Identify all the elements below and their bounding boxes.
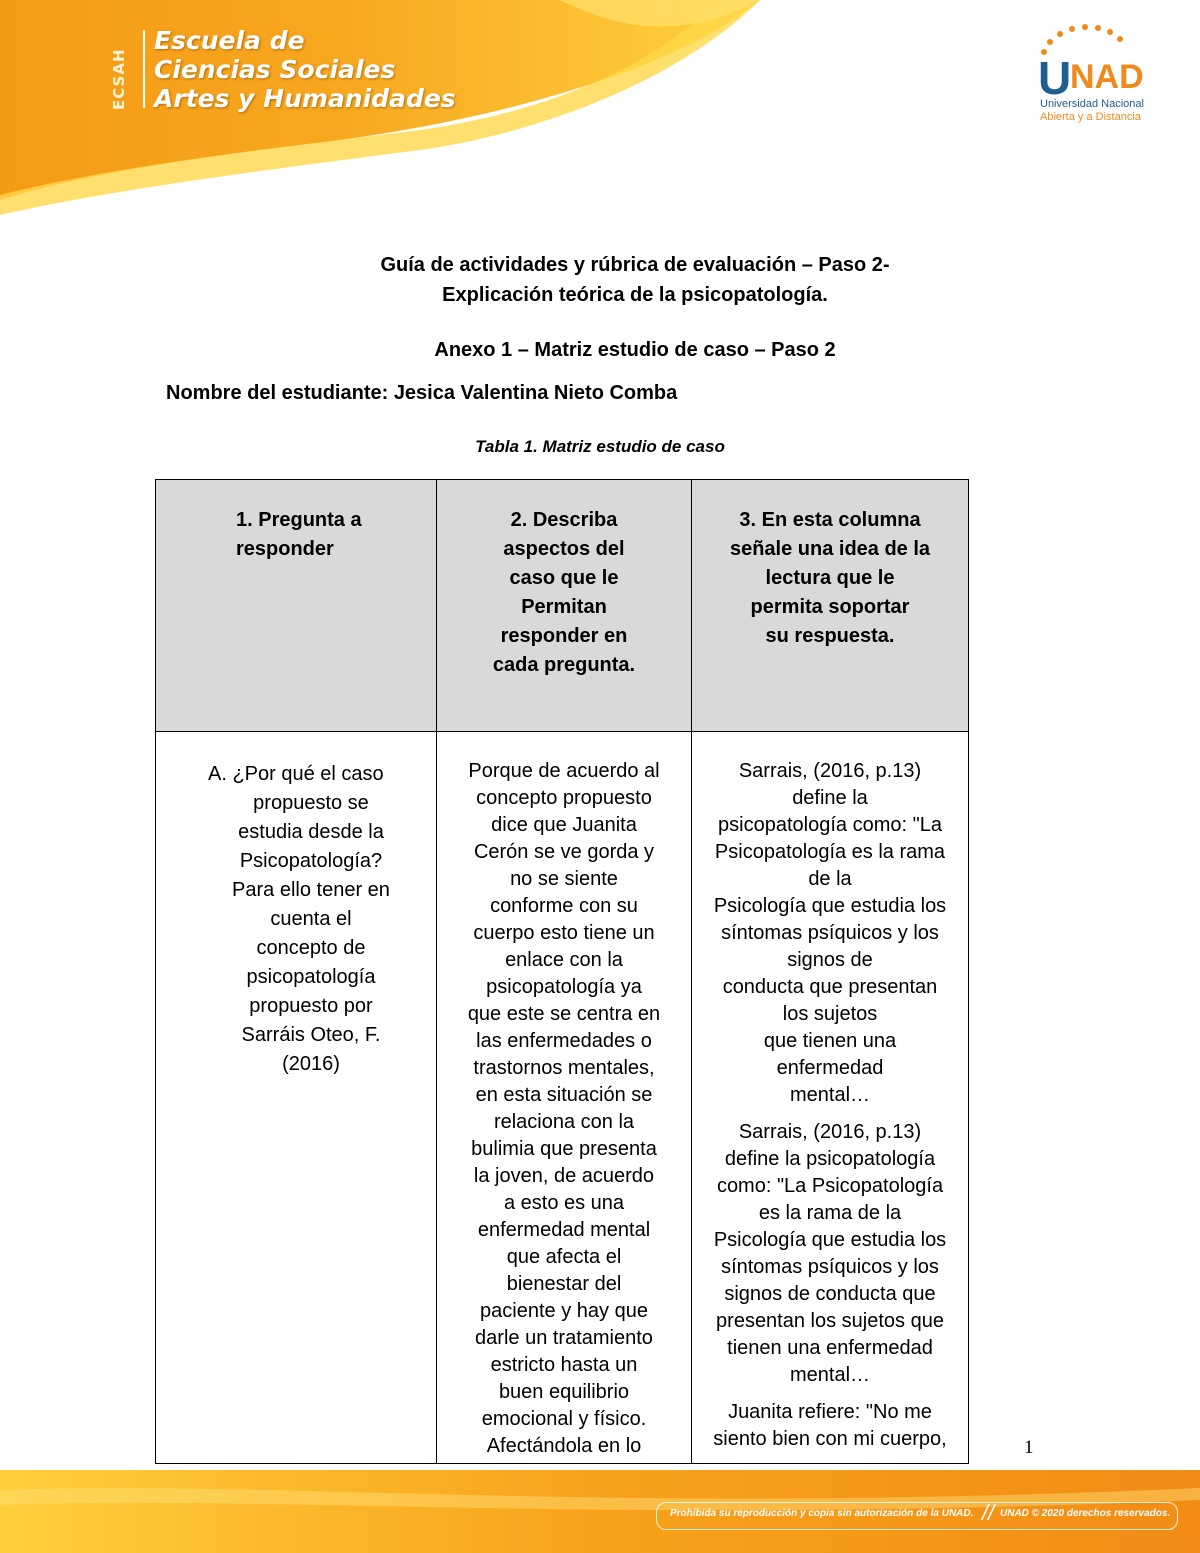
answer-line: conforme con su — [490, 895, 638, 917]
literature-line: tienen una enfermedad — [727, 1337, 933, 1359]
header-line: responder en — [500, 625, 628, 647]
school-name-line: Escuela de — [154, 26, 305, 55]
answer-line: bienestar del — [506, 1273, 622, 1295]
literature-line: psicopatología como: "La — [718, 814, 942, 836]
school-abbreviation: ECSAH — [110, 48, 128, 110]
answer-line: darle un tratamiento — [475, 1327, 653, 1349]
header-cell-question — [156, 480, 437, 732]
header-cell-case-aspects — [437, 480, 692, 732]
question-cell — [156, 732, 437, 1464]
literature-line: que tienen una — [763, 1030, 897, 1052]
footer-separator: // — [982, 1500, 995, 1525]
annex-title: Anexo 1 – Matriz estudio de caso – Paso 2 — [434, 339, 836, 361]
header-line: lectura que le — [765, 567, 895, 589]
svg-text:U: U — [1038, 52, 1072, 104]
header-line: su respuesta. — [765, 625, 895, 647]
question-line: psicopatología — [246, 966, 376, 988]
table-header-row — [156, 480, 969, 732]
answer-line: relaciona con la — [493, 1111, 635, 1133]
header-line: cada pregunta. — [492, 654, 636, 676]
header-line: 1. Pregunta a — [236, 509, 362, 531]
header-line: caso que le — [509, 567, 619, 589]
question-line: (2016) — [282, 1053, 340, 1075]
answer-line: concepto propuesto — [476, 787, 652, 809]
literature-quote — [694, 758, 966, 1109]
header-line: señale una idea de la — [729, 538, 931, 560]
literature-line: presentan los sujetos que — [716, 1310, 944, 1332]
literature-line: Sarrais, (2016, p.13) — [738, 1121, 922, 1143]
answer-line: buen equilibrio — [498, 1381, 630, 1403]
literature-quote — [694, 1399, 966, 1453]
answer-line: que este se centra en — [467, 1003, 661, 1025]
school-name — [112, 26, 456, 113]
literature-line: Juanita refiere: "No me — [728, 1401, 932, 1423]
question-line: Sarráis Oteo, F. — [241, 1024, 381, 1046]
literature-line: Psicología que estudia los — [713, 895, 947, 917]
answer-line: no se siente — [510, 868, 618, 890]
literature-line: de la — [808, 868, 852, 890]
answer-line: bulimia que presenta — [471, 1138, 657, 1160]
header-line: permita soportar — [750, 596, 910, 618]
case-study-matrix — [155, 479, 969, 1464]
question-line: Psicopatología? — [239, 850, 383, 872]
literature-line: define la — [792, 787, 868, 809]
answer-line: emocional y físico. — [481, 1408, 647, 1430]
literature-line: enfermedad — [776, 1057, 884, 1079]
literature-line: Psicopatología es la rama — [714, 841, 946, 863]
document-subtitle: Explicación teórica de la psicopatología. — [442, 284, 828, 306]
answer-line: cuerpo esto tiene un — [473, 922, 655, 944]
answer-line: la joven, de acuerdo — [473, 1165, 655, 1187]
question-line: Para ello tener en — [232, 879, 390, 901]
literature-line: signos de conducta que — [724, 1283, 936, 1305]
literature-line: Psicología que estudia los — [713, 1229, 947, 1251]
table-row — [156, 732, 969, 1464]
answer-line: a esto es una — [503, 1192, 625, 1214]
answer-line: Cerón se ve gorda y — [473, 841, 655, 863]
answer-line: trastornos mentales, — [473, 1057, 655, 1079]
school-name-line: Ciencias Sociales — [154, 55, 396, 84]
logo-subtitle: Universidad Nacional — [1040, 98, 1144, 110]
header-line: 2. Describa — [510, 509, 618, 531]
question-line: propuesto por — [249, 995, 373, 1017]
literature-line: Sarrais, (2016, p.13) — [738, 760, 922, 782]
header-line: aspectos del — [503, 538, 625, 560]
answer-line: que afecta el — [506, 1246, 622, 1268]
logo-subtitle: Abierta y a Distancia — [1040, 111, 1141, 123]
answer-line: las enfermedades o — [476, 1030, 652, 1052]
literature-line: define la psicopatología — [724, 1148, 936, 1170]
header-cell-reading-idea — [692, 480, 969, 732]
table-caption: Tabla 1. Matriz estudio de caso — [475, 437, 725, 456]
answer-line: estricto hasta un — [490, 1354, 638, 1376]
literature-line: como: "La Psicopatología — [716, 1175, 944, 1197]
question-line: propuesto se — [253, 792, 369, 814]
literature-line: mental… — [789, 1084, 871, 1106]
header-line: responder — [236, 538, 334, 560]
document-title: Guía de actividades y rúbrica de evaluación – Paso 2- — [380, 254, 890, 276]
literature-line: es la rama de la — [758, 1202, 902, 1224]
footer-copyright: UNAD © 2020 derechos reservados. — [1000, 1508, 1171, 1519]
header-line: Permitan — [521, 596, 607, 618]
literature-line: síntomas psíquicos y los — [721, 922, 939, 944]
answer-line: en esta situación se — [475, 1084, 653, 1106]
answer-line: Porque de acuerdo al — [468, 760, 660, 782]
answer-line: enlace con la — [505, 949, 623, 971]
answer-line: Afectándola en lo — [486, 1435, 642, 1457]
footer-notice: Prohibida su reproducción y copia sin autorización de la UNAD. — [670, 1508, 974, 1519]
answer-line: psicopatología ya — [486, 976, 642, 998]
literature-line: conducta que presentan — [722, 976, 938, 998]
student-name: Nombre del estudiante: Jesica Valentina Nieto Comba — [166, 382, 678, 404]
literature-cell — [692, 732, 969, 1464]
literature-line: mental… — [789, 1364, 871, 1386]
answer-line: paciente y hay que — [480, 1300, 648, 1322]
literature-line: síntomas psíquicos y los — [721, 1256, 939, 1278]
question-text — [156, 732, 436, 1079]
answer-cell — [437, 732, 692, 1464]
literature-quote — [694, 1119, 966, 1389]
page-number: 1 — [1024, 1437, 1034, 1458]
literature-line: signos de — [787, 949, 873, 971]
question-line: concepto de — [256, 937, 366, 959]
literature-line: los sujetos — [782, 1003, 878, 1025]
question-line: A. ¿Por qué el caso — [208, 763, 384, 785]
question-line: cuenta el — [270, 908, 352, 930]
literature-line: siento bien con mi cuerpo, — [713, 1428, 947, 1450]
answer-text — [437, 732, 691, 1460]
school-name-line: Artes y Humanidades — [154, 84, 456, 113]
answer-line: dice que Juanita — [491, 814, 637, 836]
question-line: estudia desde la — [238, 821, 384, 843]
literature-text — [692, 732, 968, 1453]
svg-text:NAD: NAD — [1070, 58, 1144, 96]
header-line: 3. En esta columna — [739, 509, 921, 531]
answer-line: enfermedad mental — [477, 1219, 651, 1241]
